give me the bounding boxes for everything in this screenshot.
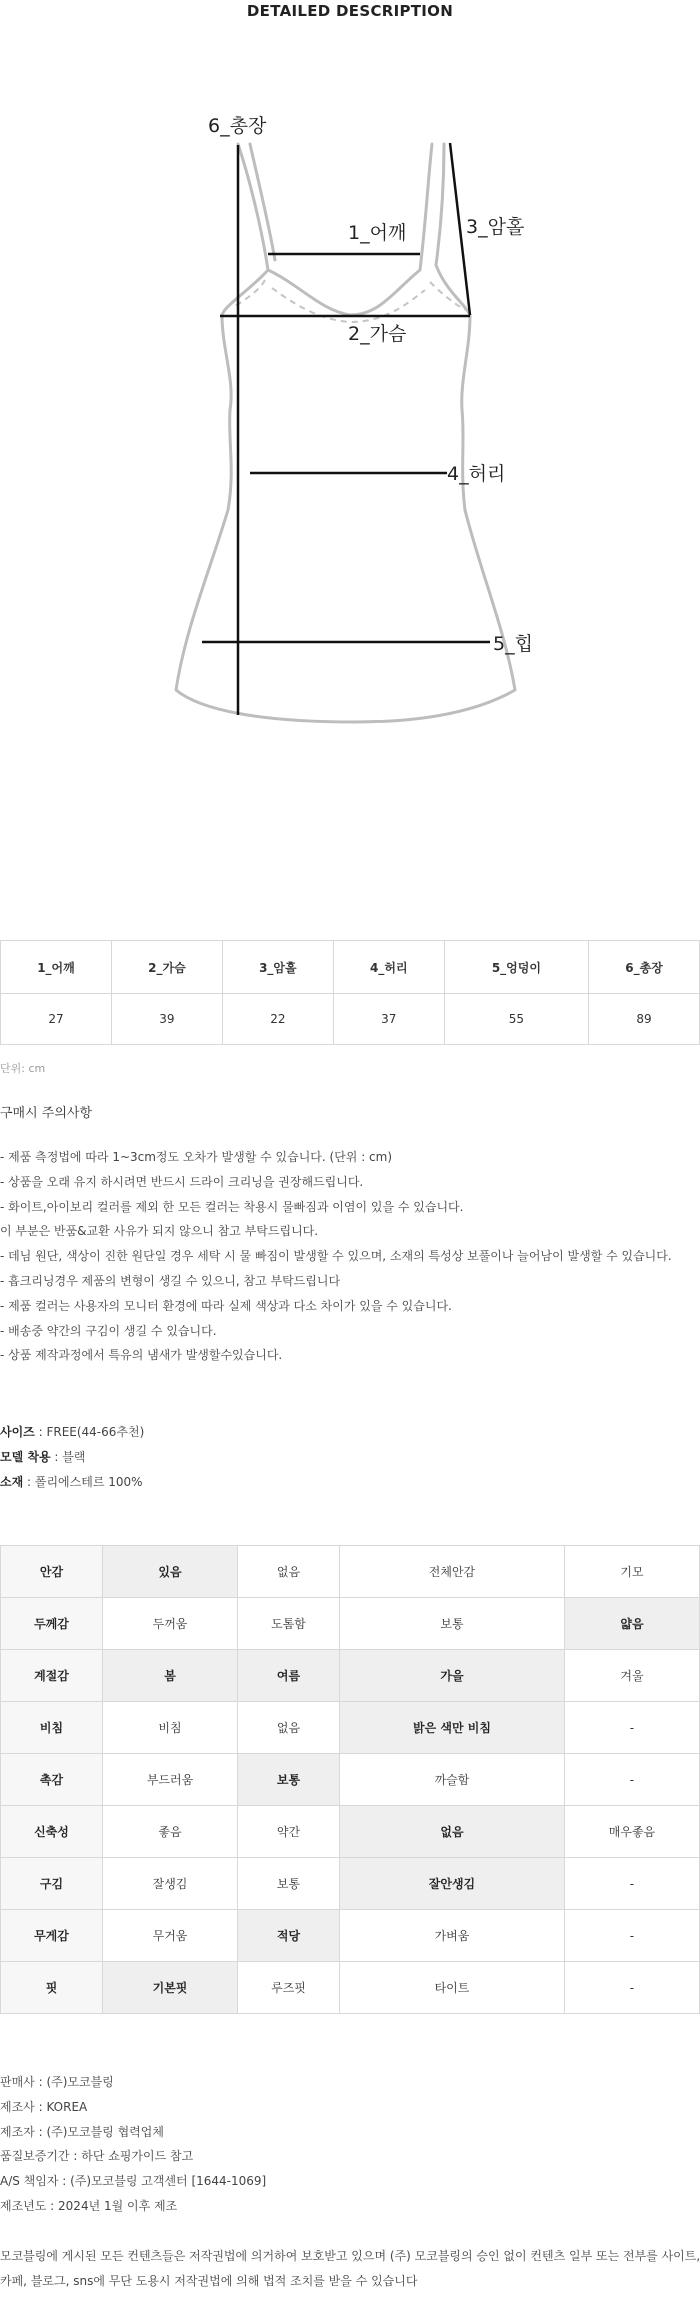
attribute-option: 겨울 [564, 1650, 699, 1702]
notice-item: - 데님 원단, 색상이 진한 원단일 경우 세탁 시 물 빠짐이 발생할 수 있으며, 소재의 특성상 보풀이나 늘어남이 발생할 수 있습니다. [0, 1249, 672, 1264]
attribute-option: 없음 [238, 1702, 340, 1754]
size-header-hip: 5_엉덩이 [444, 941, 588, 994]
attribute-row [1, 1546, 700, 1598]
size-header-waist: 4_허리 [333, 941, 444, 994]
size-table-header-row [1, 941, 700, 994]
seller-line: 품질보증기간 : 하단 쇼핑가이드 참고 [0, 2149, 194, 2164]
attribute-row [1, 1598, 700, 1650]
label-armhole: 3_암홀 [466, 216, 525, 238]
seller-line: 판매사 : (주)모코블링 [0, 2075, 114, 2089]
notice-item: - 배송중 약간의 구김이 생길 수 있습니다. [0, 1323, 217, 1338]
notice-item: - 상품 제작과정에서 특유의 냄새가 발생할수있습니다. [0, 1348, 283, 1363]
attribute-row [1, 1702, 700, 1754]
size-table [0, 940, 700, 1045]
attribute-option: 타이트 [340, 1962, 565, 2014]
attribute-option: 봄 [102, 1650, 237, 1702]
attribute-option: 약간 [238, 1806, 340, 1858]
notice-item: 이 부분은 반품&교환 사유가 되지 않으니 참고 부탁드립니다. [0, 1224, 319, 1239]
attribute-label: 안감 [1, 1546, 103, 1598]
size-header-length: 6_총장 [589, 941, 700, 994]
attribute-row [1, 1806, 700, 1858]
size-value-shoulder: 27 [1, 994, 112, 1045]
attribute-option: 있음 [102, 1546, 237, 1598]
attribute-option: 가을 [340, 1650, 565, 1702]
attribute-option: 까슬함 [340, 1754, 565, 1806]
label-hip: 5_힙 [493, 633, 533, 655]
copyright-notice [0, 2244, 700, 2293]
size-value-length: 89 [589, 994, 700, 1045]
attribute-option: 비침 [102, 1702, 237, 1754]
page-title: DETAILED DESCRIPTION [246, 2, 454, 20]
seller-line: 제조년도 : 2024년 1월 이후 제조 [0, 2198, 178, 2213]
seller-line: A/S 책임자 : (주)모코블링 고객센터 [1644-1069] [0, 2174, 267, 2189]
size-value-waist: 37 [333, 994, 444, 1045]
attribute-option: 얇음 [564, 1598, 699, 1650]
seller-line: 제조사 : KOREA [0, 2099, 88, 2114]
attribute-label: 구김 [1, 1858, 103, 1910]
attribute-row [1, 1962, 700, 2014]
spec-material: 소재 : 폴리에스테르 100% [0, 1474, 143, 1489]
attribute-option: 루즈핏 [238, 1962, 340, 2014]
seller-line: 제조자 : (주)모코블링 협력업체 [0, 2124, 164, 2139]
attribute-option: 두꺼움 [102, 1598, 237, 1650]
attribute-option: 적당 [238, 1910, 340, 1962]
attribute-label: 촉감 [1, 1754, 103, 1806]
size-header-shoulder: 1_어깨 [1, 941, 112, 994]
attribute-option: 가벼움 [340, 1910, 565, 1962]
attribute-option: 보통 [238, 1858, 340, 1910]
notice-item: - 흡크리닝경우 제품의 변형이 생길 수 있으니, 참고 부탁드립니다 [0, 1273, 341, 1288]
size-value-hip: 55 [444, 994, 588, 1045]
attribute-label: 계절감 [1, 1650, 103, 1702]
fabric-attribute-table [0, 1545, 700, 2014]
notice-item: - 상품을 오래 유지 하시려면 반드시 드라이 크리닝을 권장해드립니다. [0, 1174, 364, 1189]
attribute-option: 도톰함 [238, 1598, 340, 1650]
attribute-option: 보통 [340, 1598, 565, 1650]
attribute-option: 좋음 [102, 1806, 237, 1858]
size-value-armhole: 22 [222, 994, 333, 1045]
product-spec [0, 1420, 144, 1494]
size-header-chest: 2_가슴 [111, 941, 222, 994]
copyright-line: 카페, 블로그, sns에 무단 도용시 저작권법에 의해 법적 조치를 받을 수 있습니다 [0, 2273, 418, 2288]
attribute-row [1, 1858, 700, 1910]
attribute-option: 부드러움 [102, 1754, 237, 1806]
attribute-option: - [564, 1910, 699, 1962]
attribute-label: 신축성 [1, 1806, 103, 1858]
notice-list [0, 1145, 700, 1368]
attribute-option: - [564, 1754, 699, 1806]
attribute-option: 전체안감 [340, 1546, 565, 1598]
seller-info [0, 2070, 266, 2219]
attribute-option: - [564, 1702, 699, 1754]
attribute-option: - [564, 1962, 699, 2014]
attribute-option: 없음 [340, 1806, 565, 1858]
attribute-option: 밝은 색만 비침 [340, 1702, 565, 1754]
attribute-option: 매우좋음 [564, 1806, 699, 1858]
copyright-line: 모코블링에 게시된 모든 컨텐츠들은 저작권법에 의거하여 보호받고 있으며 (주) 모코블링의 승인 없이 컨텐츠 일부 또는 전부를 사이트, [0, 2249, 700, 2263]
attribute-option: - [564, 1858, 699, 1910]
attribute-row [1, 1650, 700, 1702]
attribute-label: 비침 [1, 1702, 103, 1754]
attribute-label: 핏 [1, 1962, 103, 2014]
attribute-option: 여름 [238, 1650, 340, 1702]
dress-measurement-diagram [0, 110, 700, 840]
size-table-value-row [1, 994, 700, 1045]
attribute-label: 무게감 [1, 1910, 103, 1962]
spec-size: 사이즈 : FREE(44-66추천) [0, 1425, 145, 1439]
attribute-row [1, 1910, 700, 1962]
attribute-option: 잘생김 [102, 1858, 237, 1910]
attribute-label: 두께감 [1, 1598, 103, 1650]
notice-title: 구매시 주의사항 [0, 1106, 93, 1121]
notice-item: - 화이트,아이보리 컬러를 제외 한 모든 컬러는 착용시 물빠짐과 이염이 있을 수 있습니다. [0, 1199, 464, 1214]
measurement-lines [202, 143, 490, 715]
spec-model: 모델 착용 : 블랙 [0, 1449, 86, 1464]
attribute-option: 기모 [564, 1546, 699, 1598]
attribute-option: 잘안생김 [340, 1858, 565, 1910]
attribute-option: 보통 [238, 1754, 340, 1806]
attribute-option: 무거움 [102, 1910, 237, 1962]
label-length: 6_총장 [208, 115, 267, 137]
dress-outline [176, 144, 515, 722]
label-shoulder: 1_어깨 [348, 222, 407, 244]
unit-note: 단위: cm [0, 1062, 46, 1075]
notice-item: - 제품 컬러는 사용자의 모니터 환경에 따라 실제 색상과 다소 차이가 있을 수 있습니다. [0, 1298, 452, 1313]
label-chest: 2_가슴 [348, 323, 407, 345]
attribute-option: 기본핏 [102, 1962, 237, 2014]
size-value-chest: 39 [111, 994, 222, 1045]
label-waist: 4_허리 [447, 463, 506, 485]
attribute-option: 없음 [238, 1546, 340, 1598]
attribute-row [1, 1754, 700, 1806]
size-header-armhole: 3_암홀 [222, 941, 333, 994]
notice-item: - 제품 측정법에 따라 1~3cm정도 오차가 발생할 수 있습니다. (단위 : cm) [0, 1150, 393, 1164]
